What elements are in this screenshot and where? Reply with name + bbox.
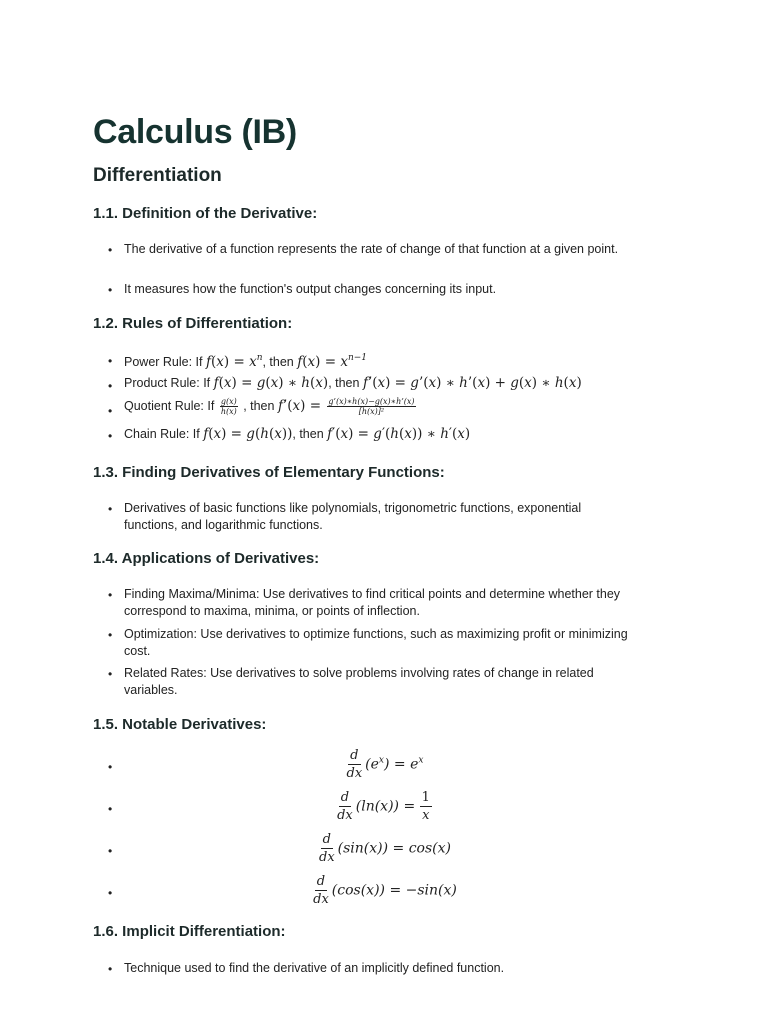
bullet: •	[108, 354, 113, 368]
list-item: The derivative of a function represents the rate of change of that function at a given point.	[124, 242, 619, 256]
math-formula: f	[205, 354, 211, 370]
page-title: Calculus (IB)	[93, 113, 297, 151]
list-item: Derivatives of basic functions like polynomials, trigonometric functions, exponential functions, and logarithmic functions.	[124, 501, 582, 532]
bullet: •	[108, 962, 113, 976]
bullet: •	[108, 404, 113, 418]
bullet: •	[108, 588, 113, 602]
formula-cos: $\frac{d}{dx}$ (cos(x)) = −sin(x)	[313, 874, 457, 907]
section-heading-differentiation: Differentiation	[93, 165, 222, 186]
heading-applications: 1.4. Applications of Derivatives:	[93, 550, 320, 567]
formula-ln: $\frac{d}{dx}$ (ln(x)) = $\frac{1}{x}$	[337, 790, 430, 823]
product-rule-label: Product Rule: If	[124, 376, 214, 390]
power-rule-item: Power Rule: If $f(x) = x^n$, then $f(x) = x^{n-1}$	[124, 353, 368, 370]
quotient-rule-item: Quotient Rule: If $\frac{g(x)}{h(x)}$ , then f’(x) = $\frac{g’(x)∗h(x)-g(x)∗h’(x)}{\text{[h(x)]²}}$	[124, 397, 415, 416]
bullet: •	[108, 502, 113, 516]
bullet: •	[108, 429, 113, 443]
list-item: Related Rates: Use derivatives to solve problems involving rates of change in related variables.	[124, 666, 594, 697]
bullet: •	[108, 844, 113, 858]
bullet: •	[108, 802, 113, 816]
then-text: , then	[292, 427, 328, 441]
math-fraction: $\frac{g’(x)∗h(x)-g(x)∗h’(x)}{\text{[h(x)]²}}$	[328, 397, 415, 416]
product-rule-item: Product Rule: If f(x) = g(x) ∗ h(x), then f’(x) = g’(x) ∗ h’(x) + g(x) ∗ h(x)	[124, 375, 582, 391]
bullet: •	[108, 667, 113, 681]
bullet: •	[108, 379, 113, 393]
list-item: Technique used to find the derivative of an implicitly defined function.	[124, 961, 505, 975]
heading-elementary: 1.3. Finding Derivatives of Elementary Functions:	[93, 464, 445, 481]
chain-rule-item: Chain Rule: If f(x) = g(h(x)), then f′(x) = g′(h(x)) ∗ h′(x)	[124, 426, 471, 442]
bullet: •	[108, 760, 113, 774]
math-fraction: $\frac{g(x)}{h(x)}$	[220, 397, 237, 416]
bullet: •	[108, 628, 113, 642]
then-text: , then	[262, 355, 298, 369]
list-item: Optimization: Use derivatives to optimize functions, such as maximizing profit or minimizing cost.	[124, 627, 628, 658]
formula-exp: $\frac{d}{dx}$ $(e^x) = e^x$	[346, 748, 424, 781]
then-text: , then	[239, 398, 278, 413]
list-item: Finding Maxima/Minima: Use derivatives to find critical points and determine whether they correspond to maxima, minima, or points of inflection.	[124, 587, 621, 618]
chain-rule-label: Chain Rule: If	[124, 427, 204, 441]
quotient-rule-label: Quotient Rule: If	[124, 398, 218, 413]
heading-implicit: 1.6. Implicit Differentiation:	[93, 923, 286, 940]
math-formula: f	[203, 426, 209, 442]
math-formula: f	[213, 375, 219, 391]
heading-notable: 1.5. Notable Derivatives:	[93, 716, 267, 733]
heading-rules: 1.2. Rules of Differentiation:	[93, 315, 293, 332]
bullet: •	[108, 283, 113, 297]
power-rule-label: Power Rule: If	[124, 355, 206, 369]
then-text: , then	[328, 376, 363, 390]
heading-definition: 1.1. Definition of the Derivative:	[93, 205, 318, 222]
bullet: •	[108, 886, 113, 900]
bullet: •	[108, 243, 113, 257]
formula-sin: $\frac{d}{dx}$ (sin(x)) = cos(x)	[319, 832, 451, 865]
list-item: It measures how the function's output changes concerning its input.	[124, 282, 497, 296]
